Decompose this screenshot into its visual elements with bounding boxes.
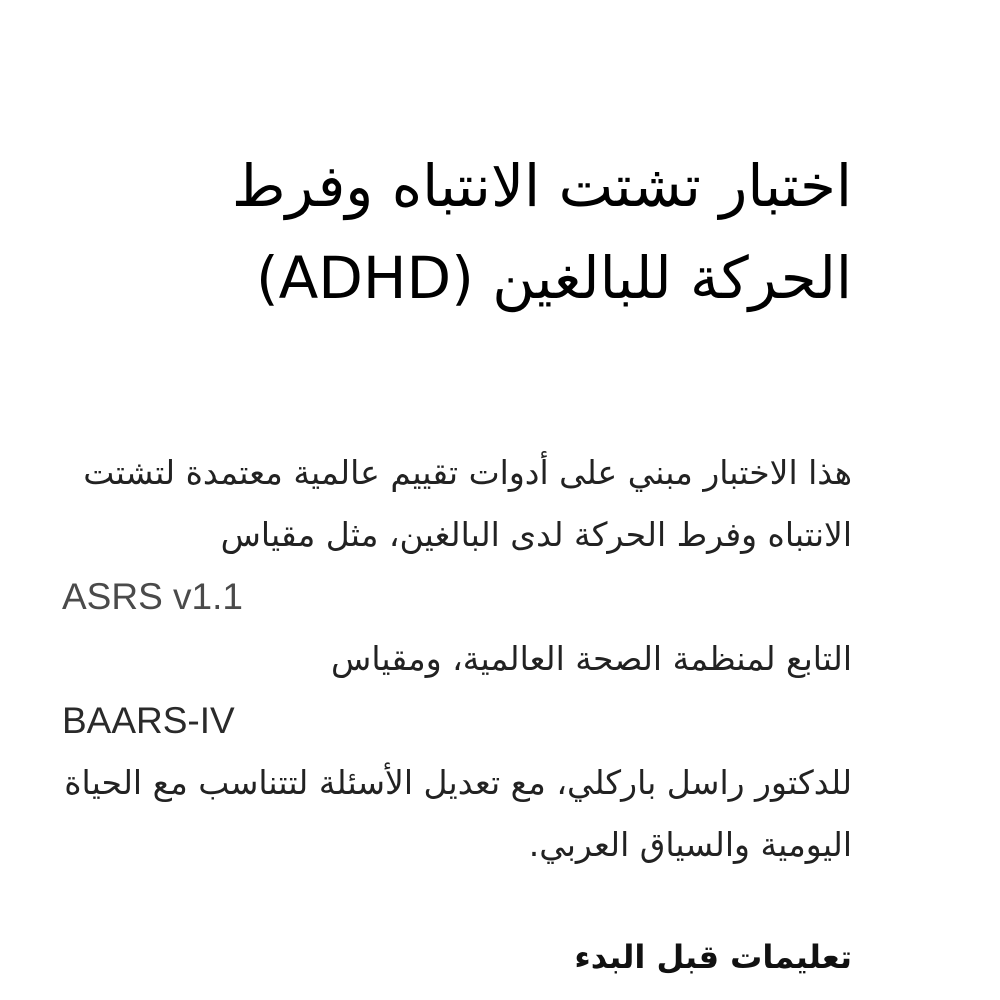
intro-line-3: التابع لمنظمة الصحة العالمية، ومقياس [331,639,852,678]
baars-scale-name: BAARS-IV [62,700,235,741]
intro-line-4: للدكتور راسل باركلي، مع تعديل الأسئلة لتتناسب مع الحياة [64,763,852,802]
asrs-scale-name: ASRS v1.1 [62,576,243,617]
intro-line-2: الانتباه وفرط الحركة لدى البالغين، مثل مقياس [220,515,852,554]
intro-line-1: هذا الاختبار مبني على أدوات تقييم عالمية معتمدة لتشتت [83,453,852,492]
intro-paragraph [62,442,852,876]
page-title-line-2: الحركة للبالغين (ADHD) [255,244,852,312]
instructions-heading: تعليمات قبل البدء [574,938,852,976]
page-content [62,140,852,982]
page-title [132,140,852,324]
intro-line-5: اليومية والسياق العربي. [528,825,852,864]
page-title-line-1: اختبار تشتت الانتباه وفرط [231,152,852,220]
